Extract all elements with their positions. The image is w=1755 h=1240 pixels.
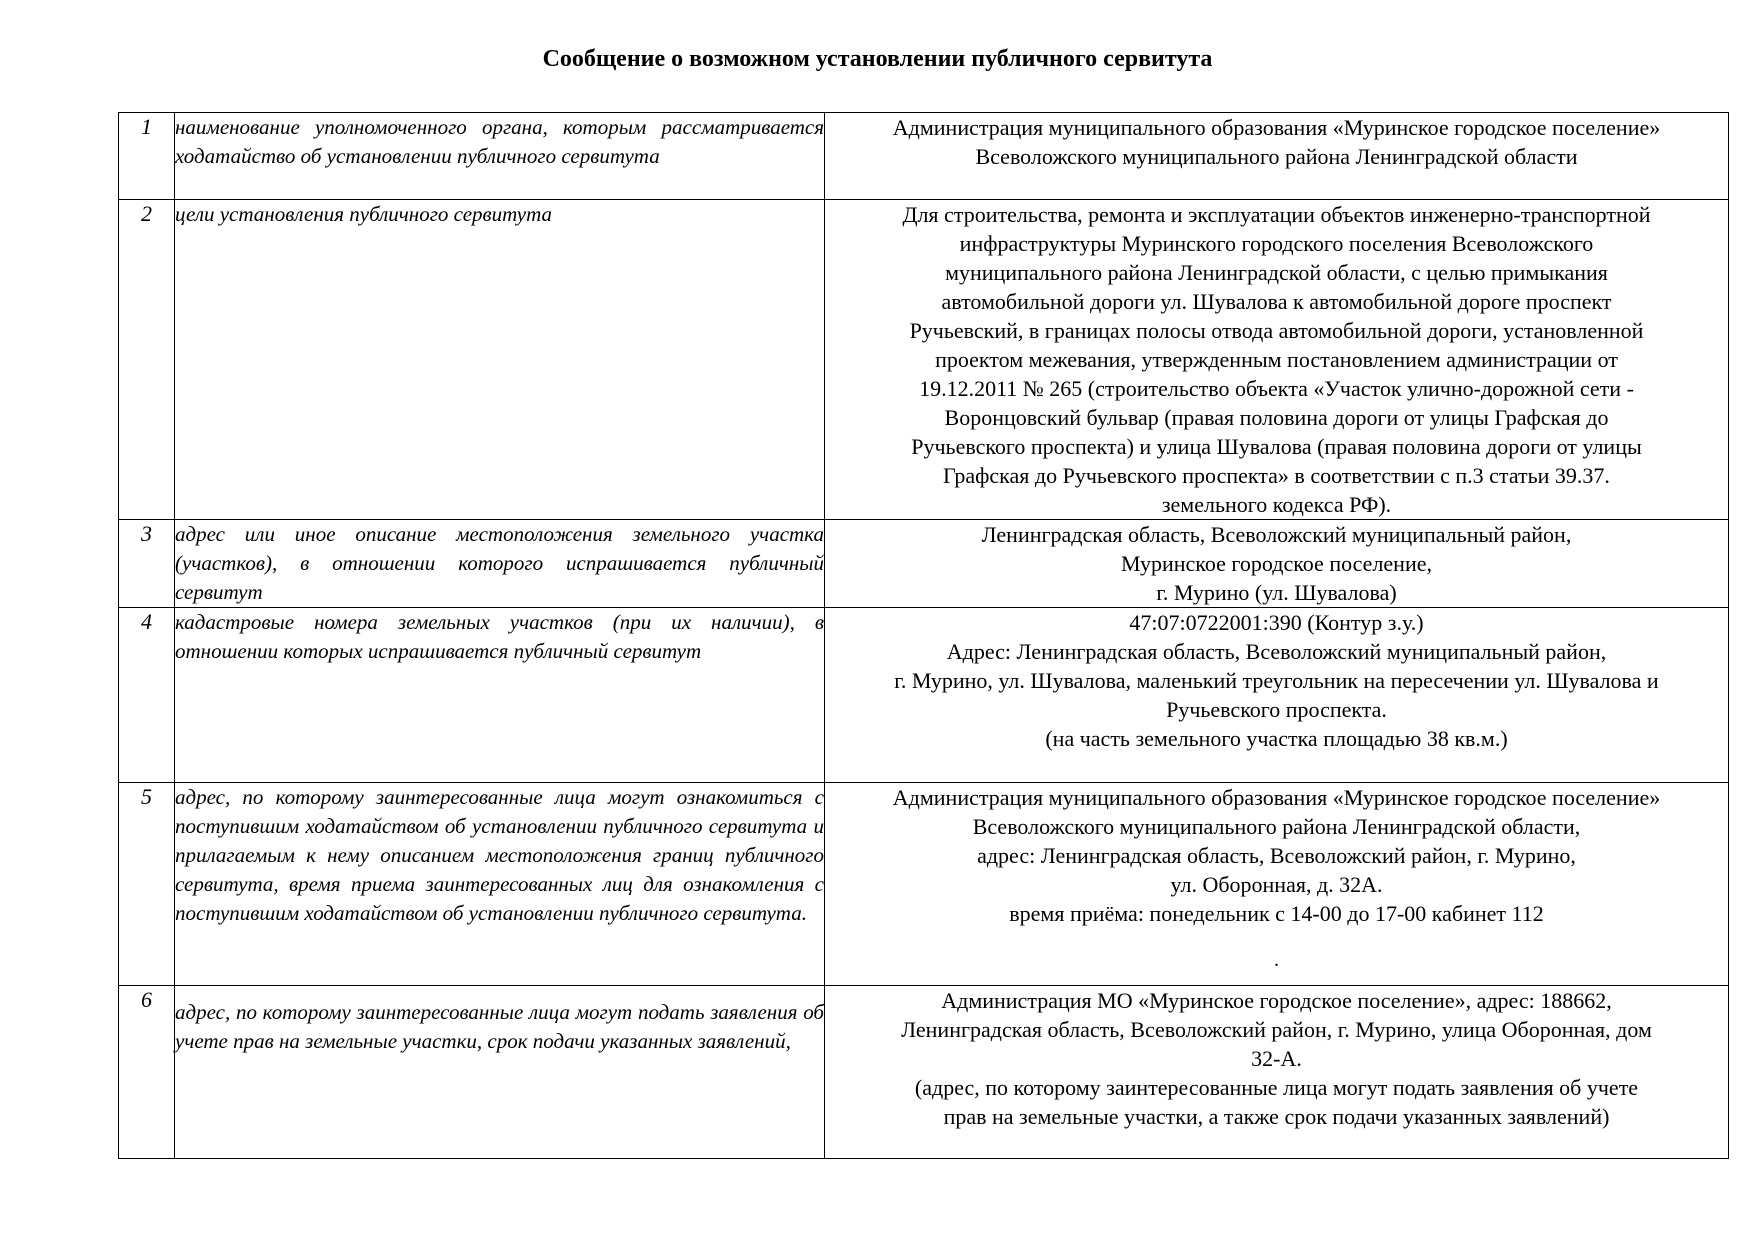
row-label-cell [175, 113, 825, 200]
table-row [119, 986, 1729, 1159]
value-line: Ручьевского проспекта) и улица Шувалова (правая половина дороги от улицы [911, 434, 1642, 459]
row-label: цели установления публичного сервитута [175, 202, 553, 226]
value-line: Ручьевского проспекта. [1166, 697, 1387, 722]
value-line: ул. Оборонная, д. 32А. [1170, 872, 1383, 897]
row-label-cell [175, 783, 825, 986]
row-number: 3 [119, 520, 175, 608]
value-line: автомобильной дороги ул. Шувалова к автомобильной дороге проспект [941, 289, 1612, 314]
row-label-cell [175, 520, 825, 608]
row-label-cell [175, 200, 825, 520]
row-value-cell [825, 200, 1729, 520]
value-line: Адрес: Ленинградская область, Всеволожский муниципальный район, [946, 639, 1607, 664]
row-label: наименование уполномоченного органа, которым рассматривается ходатайство об установлении публичного сервитута [175, 115, 824, 168]
table-row [119, 783, 1729, 986]
value-line: 19.12.2011 № 265 (строительство объекта «Участок улично-дорожной сети - [919, 376, 1634, 401]
row-number: 6 [119, 986, 175, 1159]
value-line: Для строительства, ремонта и эксплуатации объектов инженерно-транспортной [902, 202, 1651, 227]
value-line: Ленинградская область, Всеволожский муниципальный район, [981, 522, 1572, 547]
value-line: Графская до Ручьевского проспекта» в соответствии с п.3 статьи 39.37. [943, 463, 1610, 488]
value-line: инфраструктуры Муринского городского поселения Всеволожского [959, 231, 1594, 256]
value-line: Ручьевский, в границах полосы отвода автомобильной дороги, установленной [909, 318, 1644, 343]
value-line: 32-А. [1251, 1046, 1302, 1071]
row-value-cell [825, 608, 1729, 783]
table-row [119, 113, 1729, 200]
value-line: г. Мурино, ул. Шувалова, маленький треугольник на пересечении ул. Шувалова и [894, 668, 1659, 693]
value-line: муниципального района Ленинградской области, с целью примыкания [945, 260, 1608, 285]
row-number: 5 [119, 783, 175, 986]
row-number: 1 [119, 113, 175, 200]
value-line: проектом межевания, утвержденным постановлением администрации от [935, 347, 1618, 372]
label-spacer [175, 986, 824, 998]
row-label-cell [175, 986, 825, 1159]
row-label: адрес или иное описание местоположения земельного участка (участков), в отношении которого испрашивается публичный сервитут [175, 522, 824, 604]
value-line: Администрация муниципального образования «Муринское городское поселение» [892, 785, 1661, 810]
table-row [119, 608, 1729, 783]
value-line: адрес: Ленинградская область, Всеволожский район, г. Мурино, [977, 843, 1576, 868]
value-line: (на часть земельного участка площадью 38 кв.м.) [1045, 726, 1508, 751]
document-title: Сообщение о возможном установлении публичного сервитута [542, 46, 1213, 72]
value-line: Муринское городское поселение, [1120, 551, 1432, 576]
servitude-table [118, 112, 1729, 1159]
value-line: Всеволожского муниципального района Ленинградской области, [972, 814, 1581, 839]
table-row [119, 200, 1729, 520]
row-value-cell [825, 783, 1729, 986]
row-label: кадастровые номера земельных участков (при их наличии), в отношении которых испрашивается публичный сервитут [175, 610, 824, 663]
row-value-cell [825, 113, 1729, 200]
row-value-cell [825, 520, 1729, 608]
table-row [119, 520, 1729, 608]
value-line: прав на земельные участки, а также срок подачи указанных заявлений) [943, 1104, 1610, 1129]
value-line: Администрация МО «Муринское городское поселение», адрес: 188662, [941, 988, 1612, 1013]
value-line: Всеволожского муниципального района Ленинградской области [975, 144, 1578, 169]
value-line: Администрация муниципального образования «Муринское городское поселение» [892, 115, 1661, 140]
value-line: 47:07:0722001:390 (Контур з.у.) [1129, 610, 1424, 635]
value-line: земельного кодекса РФ). [1161, 492, 1392, 517]
value-line: (адрес, по которому заинтересованные лица могут подать заявления об учете [914, 1075, 1639, 1100]
value-line: г. Мурино (ул. Шувалова) [1156, 580, 1397, 605]
value-line: Ленинградская область, Всеволожский район, г. Мурино, улица Оборонная, дом [901, 1017, 1652, 1042]
value-line: время приёма: понедельник с 14-00 до 17-00 кабинет 112 [1009, 901, 1544, 926]
row-label: адрес, по которому заинтересованные лица могут ознакомиться с поступившим ходатайством об установлении публичного сервитута и прилагаемым к нему описанием местоположения границ публичного сервитута, время приема заинтересованных лиц для ознакомления с поступившим ходатайством об установлении публичного сервитута. [175, 785, 824, 925]
trailing-mark: . [1274, 949, 1279, 971]
row-value-cell [825, 986, 1729, 1159]
row-label: адрес, по которому заинтересованные лица могут подать заявления об учете прав на земельные участки, срок подачи указанных заявлений, [175, 1000, 824, 1053]
row-number: 2 [119, 200, 175, 520]
row-label-cell [175, 608, 825, 783]
value-line: Воронцовский бульвар (правая половина дороги от улицы Графская до [944, 405, 1609, 430]
row-number: 4 [119, 608, 175, 783]
